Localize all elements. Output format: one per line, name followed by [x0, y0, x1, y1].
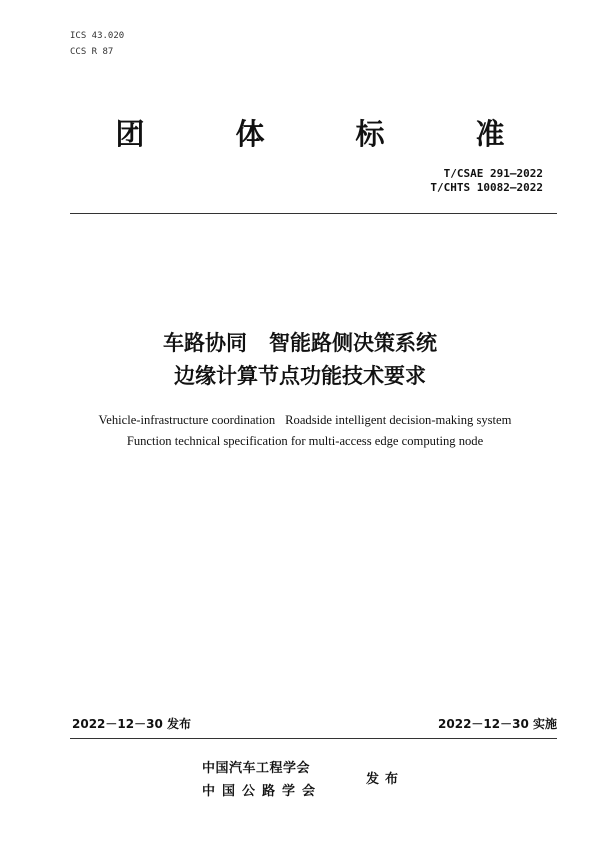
- ccs-code: CCS R 87: [70, 47, 114, 57]
- ics-code: ICS 43.020: [70, 31, 125, 41]
- implementation-date: 2022－12－30 实施: [438, 717, 557, 731]
- top-divider: [70, 213, 557, 214]
- standard-type-char: 标: [355, 117, 385, 151]
- standard-number-csae: T/CSAE 291—2022: [443, 167, 543, 180]
- standard-type-char: 体: [235, 117, 265, 151]
- issuer-csae: 中国汽车工程学会: [202, 761, 311, 776]
- title-english: [0, 410, 600, 452]
- standard-type-char: 团: [115, 117, 145, 151]
- title-en-line-1: [0, 410, 600, 431]
- title-zh-part-2: 智能路侧决策系统: [269, 331, 437, 355]
- title-zh-part-1: 车路协同: [163, 331, 247, 355]
- title-en-line-2: Function technical specification for multi-access edge computing node: [126, 434, 484, 448]
- issue-date: 2022－12－30 发布: [72, 717, 191, 731]
- title-zh-line-1: [0, 327, 600, 360]
- standard-type-char: 准: [475, 117, 505, 151]
- standard-type-heading: [110, 112, 510, 152]
- bottom-divider: [70, 738, 557, 739]
- title-chinese: [0, 327, 600, 393]
- standard-number-chts: T/CHTS 10082—2022: [430, 181, 543, 194]
- standard-numbers: [430, 167, 543, 195]
- title-en-part-1: Vehicle-infrastructure coordination: [98, 413, 276, 427]
- title-en-part-2: Roadside intelligent decision-making system: [285, 413, 512, 427]
- publish-label: 发布: [366, 772, 405, 787]
- classification-codes: [70, 28, 124, 60]
- title-zh-line-2: 边缘计算节点功能技术要求: [174, 364, 426, 388]
- issuer-chts: 中国公路学会: [202, 784, 323, 799]
